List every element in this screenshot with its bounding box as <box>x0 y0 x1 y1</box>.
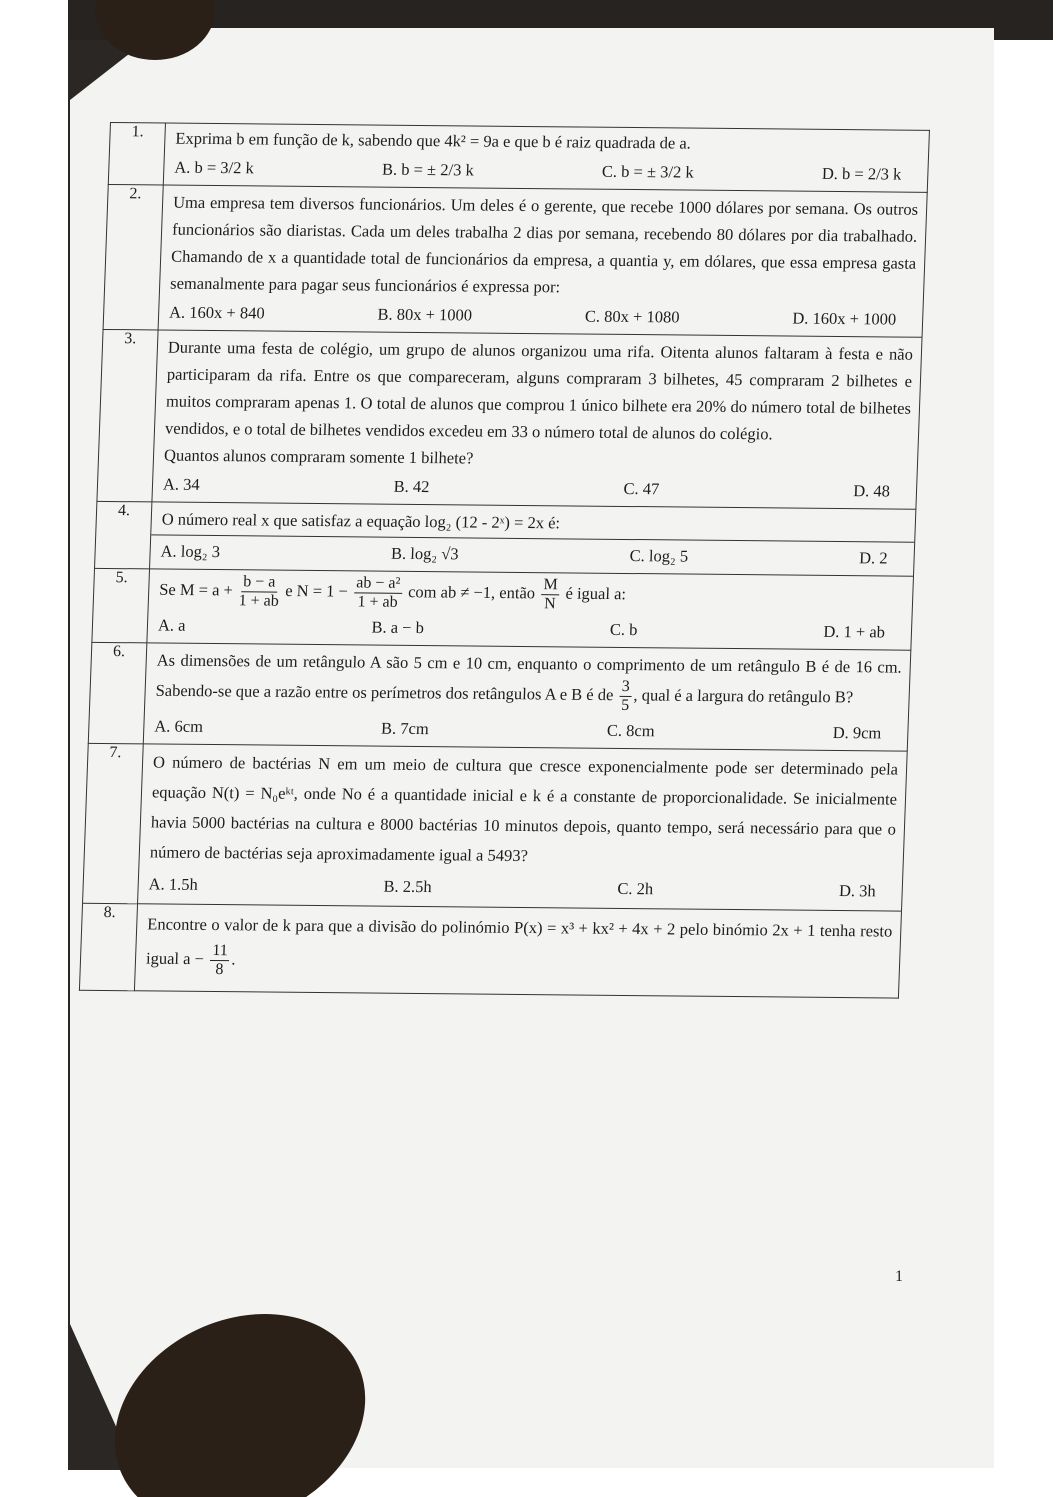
fraction <box>209 942 230 979</box>
fraction-n <box>353 574 402 611</box>
fraction-numerator: ab − a² <box>354 574 403 593</box>
text-fragment: é igual a: <box>565 583 627 604</box>
question-row <box>97 329 922 509</box>
question-row <box>83 743 908 911</box>
option-c: C. log₂ 5 <box>629 546 689 566</box>
option-a: A. b = 3/2 k <box>174 157 255 178</box>
options <box>158 611 904 645</box>
option-c: C. 80x + 1080 <box>584 306 680 327</box>
question-row <box>92 568 914 650</box>
question-row <box>103 184 927 337</box>
fraction-numerator: 3 <box>619 678 632 697</box>
question-text: Exprima b em função de k, sabendo que 4k² = 9a e que b é raiz quadrada de a. <box>175 128 692 153</box>
text-fragment: com ab ≠ −1, então <box>407 582 536 603</box>
option-d: D. 160x + 1000 <box>792 308 897 329</box>
option-c: C. 8cm <box>606 720 655 741</box>
question-row <box>79 903 901 998</box>
questions-table <box>79 122 930 999</box>
option-d: D. 3h <box>838 881 877 901</box>
option-a: A. 6cm <box>154 716 204 736</box>
question-number: 8. <box>79 903 137 991</box>
fraction-m <box>238 573 279 610</box>
question-row <box>88 642 911 751</box>
option-a: A. 1.5h <box>148 874 199 894</box>
option-a: A. log₂ 3 <box>160 541 221 562</box>
options <box>148 869 894 906</box>
question-number: 3. <box>97 329 158 501</box>
option-d: D. b = 2/3 k <box>821 163 902 184</box>
fraction-denominator: N <box>543 595 557 613</box>
question-number: 5. <box>92 568 150 643</box>
option-b: B. 80x + 1000 <box>377 304 473 325</box>
question-text: O número real x que satisfaz a equação log₂ (12 - 2ˣ) = 2x é: <box>161 509 561 533</box>
text-fragment: Se M = a + <box>158 579 234 600</box>
options <box>169 299 915 333</box>
question-number: 2. <box>103 184 163 329</box>
question-row <box>108 123 929 193</box>
option-d: D. 48 <box>852 481 891 501</box>
question-text <box>155 646 902 717</box>
fraction-numerator: M <box>541 576 560 595</box>
options <box>154 712 900 746</box>
question-prompt: Quantos alunos compraram somente 1 bilhete? <box>163 445 474 468</box>
text-fragment: , qual é a largura do retângulo B? <box>633 685 854 707</box>
exam-sheet <box>79 122 940 999</box>
question-text <box>159 572 905 616</box>
fraction-denominator: 8 <box>215 961 224 979</box>
fraction-numerator: 11 <box>210 942 230 961</box>
option-c: C. 2h <box>617 878 654 899</box>
option-b: B. 42 <box>393 476 430 497</box>
option-c: C. 47 <box>623 478 660 499</box>
option-b: B. a − b <box>371 617 425 638</box>
fraction-numerator: b − a <box>241 573 278 592</box>
text-fragment: Encontre o valor de k para que a divisão do polinómio P(x) = x³ + kx² + 4x + 2 pelo binómio 2x + 1 tenha resto igual a − <box>145 914 893 969</box>
question-number: 1. <box>108 123 165 186</box>
question-text: O número de bactérias N em um meio de cultura que cresce exponencialmente pode ser determinado pela equação N(t) = N₀eᵏᵗ, onde No é a quantidade inicial e k é a constante de proporcionalidade. Se inicialmente havia 5000 bactérias na cultura e 8000 bactérias 10 minutos depois, quanto tempo, será necessário para que o número de bactérias seja aproximadamente igual a 5493? <box>149 752 899 866</box>
fraction-denominator: 1 + ab <box>357 593 399 611</box>
options <box>174 154 920 188</box>
fraction <box>619 678 632 715</box>
question-number: 6. <box>88 642 147 743</box>
fraction-denominator: 5 <box>620 696 630 715</box>
question-number: 4. <box>95 501 152 569</box>
option-c: C. b = ± 3/2 k <box>601 161 695 182</box>
option-d: D. 1 + ab <box>823 621 886 642</box>
option-b: B. log₂ √3 <box>390 543 459 564</box>
text-fragment: e N = 1 − <box>284 580 349 601</box>
options <box>160 538 906 572</box>
option-b: B. 7cm <box>380 718 430 739</box>
text-fragment: . <box>231 949 236 969</box>
text-fragment: As dimensões de um retângulo A são 5 cm e 10 cm, enquanto o comprimento de um retângulo B é de 16 cm. Sabendo-se que a razão entre os perímetros dos retângulos A e B é de <box>155 650 903 705</box>
option-a: A. 34 <box>162 474 201 494</box>
question-number: 7. <box>83 743 144 903</box>
options <box>163 471 909 505</box>
fraction-ratio <box>541 576 561 613</box>
page-number: 1 <box>895 1268 903 1285</box>
option-b: B. 2.5h <box>383 876 433 897</box>
question-text: Uma empresa tem diversos funcionários. Um deles é o gerente, que recebe 1000 dólares por semana. Os outros funcionários são diaristas. Cada um deles trabalha 2 dias por semana, recebendo 80 dólares por dia trabalhado. Chamando de x a quantidade total de funcionários da empresa, a quantia y, em dólares, que essa empresa gasta semanalmente para pagar seus funcionários é expressa por: <box>169 192 919 297</box>
question-text <box>145 907 893 985</box>
fraction-denominator: 1 + ab <box>238 592 280 610</box>
option-a: A. 160x + 840 <box>168 302 266 323</box>
option-a: A. a <box>157 615 186 635</box>
question-row <box>95 501 916 576</box>
option-c: C. b <box>609 619 638 640</box>
option-d: D. 9cm <box>832 722 882 743</box>
option-d: D. 2 <box>858 548 888 568</box>
question-text: Durante uma festa de colégio, um grupo de alunos organizou uma rifa. Oitenta alunos faltaram à festa e não participaram da rifa. Entre os que compareceram, alguns compraram 3 bilhetes, 45 compraram 2 bilhetes e muitos compraram apenas 1. O total de alunos que comprou 1 único bilhete era 20% do número total de bilhetes vendidos, e o total de bilhetes vendidos excedeu em 33 o número total de alunos do colégio. <box>164 337 914 444</box>
option-b: B. b = ± 2/3 k <box>381 159 475 180</box>
